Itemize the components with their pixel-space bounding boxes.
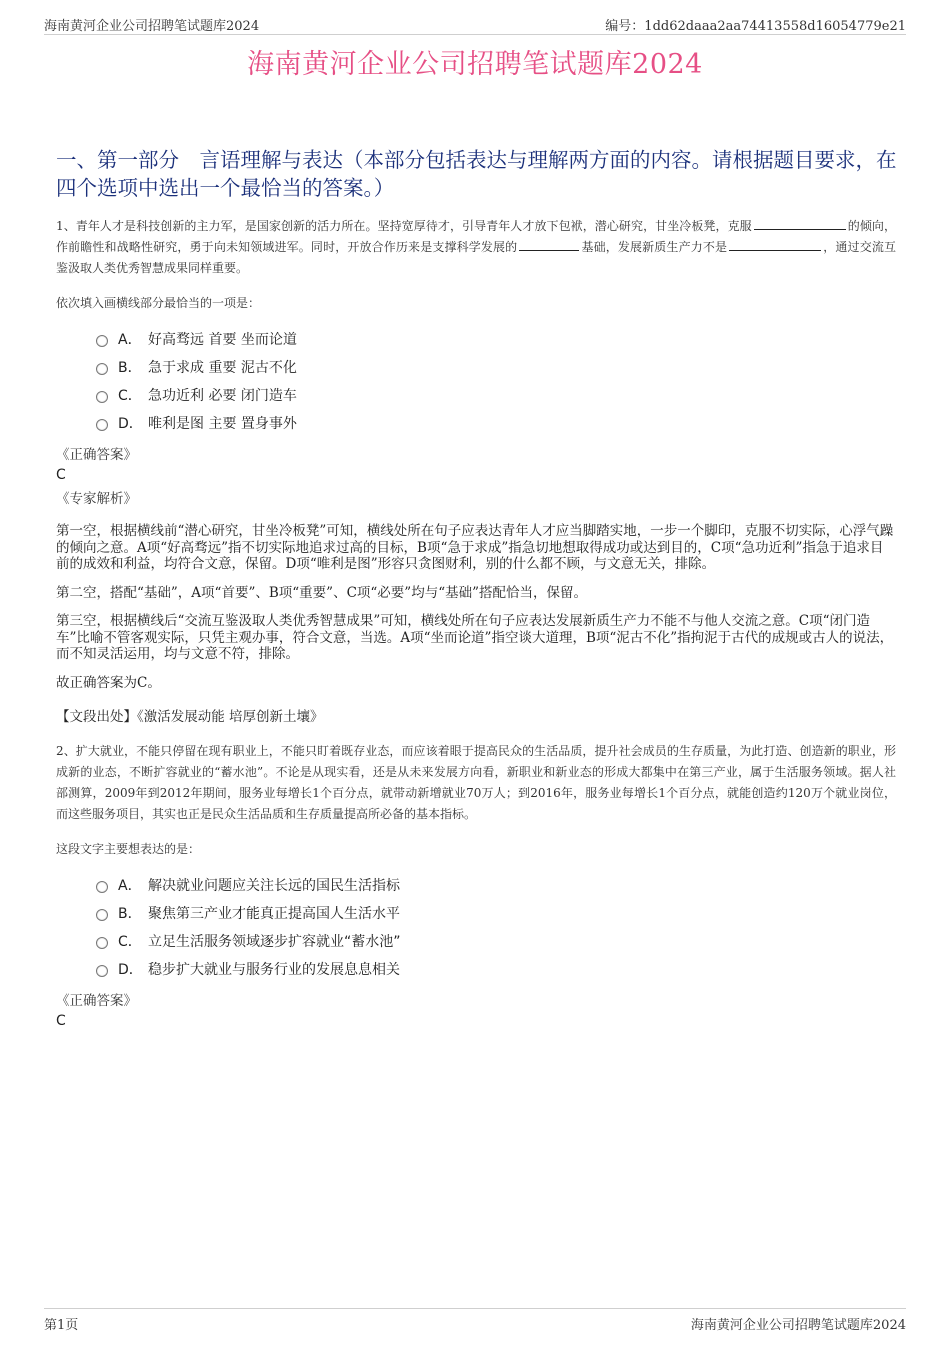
option-letter: C． xyxy=(118,388,142,404)
option-text: 聚焦第三产业才能真正提高国人生活水平 xyxy=(148,906,400,922)
question-1-options xyxy=(96,325,896,437)
q1-stem-text-4: ，通过交流互鉴汲取人类优秀智慧成果同样重要。 xyxy=(56,240,896,275)
radio-icon[interactable] xyxy=(96,909,108,921)
fill-blank-3 xyxy=(729,238,821,251)
radio-icon[interactable] xyxy=(96,363,108,375)
q2-answer: C xyxy=(56,1013,66,1029)
q1-source: 【文段出处】《激活发展动能 培厚创新土壤》 xyxy=(56,709,324,725)
option-letter: B． xyxy=(118,360,142,376)
option-text: 急于求成 重要 泥古不化 xyxy=(148,360,297,376)
question-2-stem: 2、扩大就业，不能只停留在现有职业上，不能只盯着既存业态，而应该着眼于提高民众的生活品质，提升社会成员的生存质量，为此打造、创造新的职业，形成新的业态，不断扩容就业的“蓄水池”。不论是从现实看，还是从未来发展方向看，新职业和新业态的形成大都集中在第三产业，属于生活服务领域。据人社部测算，2009年到2012年期间，服务业每增长1个百分点，就带动新增就业70万人；到2016年，服务业每增长1个百分点，就能创造约120万个就业岗位，而这些服务项目，其实也正是民众生活品质和生存质量提高所必备的基本指标。 xyxy=(56,744,896,821)
option-letter: D． xyxy=(118,416,143,432)
analysis-conclusion: 故正确答案为C。 xyxy=(56,674,161,691)
header-doc-id: 编号：1dd62daaa2aa74413558d16054779e21 xyxy=(605,19,906,34)
q1-stem-text-2: 的倾向，作前瞻性和战略性研究，勇于向未知领域进军。同时，开放合作历来是支撑科学发展的 xyxy=(56,219,896,254)
q1-option-a[interactable] xyxy=(96,325,896,353)
radio-icon[interactable] xyxy=(96,937,108,949)
question-1-prompt: 依次填入画横线部分最恰当的一项是： xyxy=(56,296,261,310)
header-doc-name: 海南黄河企业公司招聘笔试题库2024 xyxy=(44,19,260,34)
q1-answer: C xyxy=(56,467,66,483)
radio-icon[interactable] xyxy=(96,419,108,431)
radio-icon[interactable] xyxy=(96,965,108,977)
analysis-paragraph-1: 第一空，根据横线前“潜心研究，甘坐冷板凳”可知，横线处所在句子应表达青年人才应当脚踏实地，一步一个脚印，克服不切实际，心浮气躁的倾向之意。A项“好高骛远”指不切实际地追求过高的目标，B项“急于求成”指急切地想取得成功或达到目的，C项“急功近利”指急于追求目前的成效和利益，均符合文意，保留。D项“唯利是图”形容只贪图财利，别的什么都不顾，与文意无关，排除。 xyxy=(56,523,894,572)
q1-answer-label: 《正确答案》 xyxy=(56,447,137,463)
q1-stem-text-3: 基础，发展新质生产力不是 xyxy=(581,240,728,254)
radio-icon[interactable] xyxy=(96,391,108,403)
q2-option-b[interactable] xyxy=(96,899,896,927)
option-text: 唯利是图 主要 置身事外 xyxy=(148,416,297,432)
page-footer xyxy=(44,1308,906,1331)
option-letter: D． xyxy=(118,962,143,978)
option-text: 急功近利 必要 闭门造车 xyxy=(148,388,297,404)
fill-blank-2 xyxy=(519,238,579,251)
radio-icon[interactable] xyxy=(96,881,108,893)
document-title: 海南黄河企业公司招聘笔试题库2024 xyxy=(247,49,703,80)
q1-option-c[interactable] xyxy=(96,381,896,409)
option-letter: C． xyxy=(118,934,142,950)
fill-blank-1 xyxy=(754,217,846,230)
option-letter: A． xyxy=(118,332,142,348)
analysis-paragraph-3: 第三空，根据横线后“交流互鉴汲取人类优秀智慧成果”可知，横线处所在句子应表达发展新质生产力不能不与他人交流之意。C项“闭门造车”比喻不管客观实际，只凭主观办事，符合文意，当选。A项“坐而论道”指空谈大道理，B项“泥古不化”指拘泥于古代的成规或古人的说法，而不知灵活运用，均与文意不符，排除。 xyxy=(56,613,894,662)
page-header xyxy=(44,12,906,35)
option-text: 稳步扩大就业与服务行业的发展息息相关 xyxy=(148,962,400,978)
radio-icon[interactable] xyxy=(96,335,108,347)
content xyxy=(56,216,896,1031)
q2-option-c[interactable] xyxy=(96,927,896,955)
q1-stem-text-1: 1、青年人才是科技创新的主力军，是国家创新的活力所在。坚持宽厚待才，引导青年人才放下包袱，潜心研究，甘坐冷板凳，克服 xyxy=(56,219,752,233)
q1-option-b[interactable] xyxy=(96,353,896,381)
option-letter: B． xyxy=(118,906,142,922)
question-2-prompt: 这段文字主要想表达的是： xyxy=(56,842,201,856)
question-2-options xyxy=(96,871,896,983)
option-text: 解决就业问题应关注长远的国民生活指标 xyxy=(148,878,400,894)
footer-doc-name: 海南黄河企业公司招聘笔试题库2024 xyxy=(690,1318,906,1333)
question-1-stem xyxy=(56,216,896,279)
option-text: 好高骛远 首要 坐而论道 xyxy=(148,332,297,348)
q2-option-d[interactable] xyxy=(96,955,896,983)
option-letter: A． xyxy=(118,878,142,894)
page-number: 第1页 xyxy=(44,1318,79,1333)
q1-analysis-label: 《专家解析》 xyxy=(56,491,137,507)
option-text: 立足生活服务领域逐步扩容就业“蓄水池” xyxy=(148,934,401,950)
section-title: 一、第一部分 言语理解与表达（本部分包括表达与理解两方面的内容。请根据题目要求，在四个选项中选出一个最恰当的答案。） xyxy=(56,148,897,200)
analysis-paragraph-2: 第二空，搭配“基础”，A项“首要”、B项“重要”、C项“必要”均与“基础”搭配恰当，保留。 xyxy=(56,584,588,601)
q2-option-a[interactable] xyxy=(96,871,896,899)
q2-answer-label: 《正确答案》 xyxy=(56,993,137,1009)
q1-option-d[interactable] xyxy=(96,409,896,437)
